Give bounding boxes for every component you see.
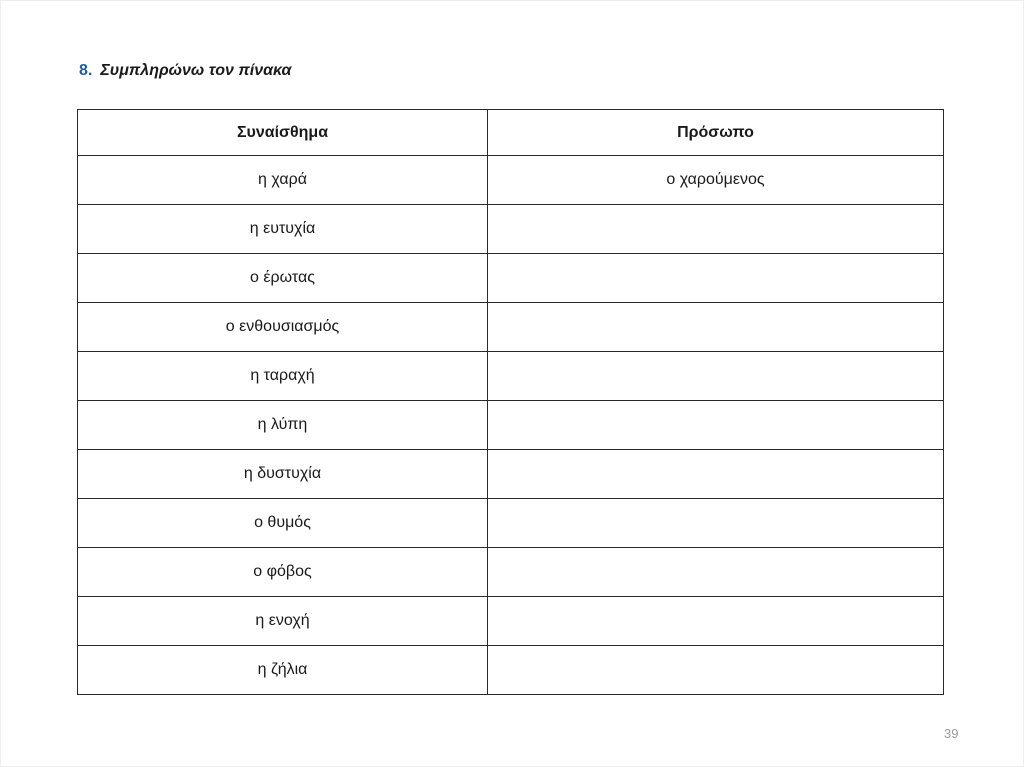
person-cell[interactable] <box>488 352 944 401</box>
table-row <box>78 450 944 499</box>
page-number: 39 <box>944 726 959 741</box>
emotion-cell: ο ενθουσιασμός <box>78 303 488 352</box>
table-row <box>78 352 944 401</box>
person-cell[interactable] <box>488 303 944 352</box>
person-cell[interactable] <box>488 499 944 548</box>
table-row <box>78 499 944 548</box>
column-header-emotion: Συναίσθημα <box>78 110 488 156</box>
table-row <box>78 646 944 695</box>
person-cell[interactable] <box>488 646 944 695</box>
emotion-cell: η λύπη <box>78 401 488 450</box>
person-cell[interactable]: ο χαρούμενος <box>488 156 944 205</box>
emotion-cell: η ευτυχία <box>78 205 488 254</box>
column-header-person: Πρόσωπο <box>488 110 944 156</box>
table-row <box>78 156 944 205</box>
table-row <box>78 597 944 646</box>
emotion-cell: η χαρά <box>78 156 488 205</box>
emotion-cell: ο έρωτας <box>78 254 488 303</box>
person-cell[interactable] <box>488 254 944 303</box>
table-row <box>78 254 944 303</box>
emotion-cell: η ταραχή <box>78 352 488 401</box>
table-row <box>78 303 944 352</box>
emotion-cell: ο θυμός <box>78 499 488 548</box>
table-row <box>78 401 944 450</box>
person-cell[interactable] <box>488 205 944 254</box>
person-cell[interactable] <box>488 548 944 597</box>
emotion-cell: η δυστυχία <box>78 450 488 499</box>
exercise-title: Συμπληρώνω τον πίνακα <box>100 62 292 79</box>
emotion-cell: ο φόβος <box>78 548 488 597</box>
exercise-heading <box>79 62 291 80</box>
person-cell[interactable] <box>488 597 944 646</box>
fill-in-table <box>77 109 944 695</box>
emotion-cell: η ενοχή <box>78 597 488 646</box>
table-header-row <box>78 110 944 156</box>
table-row <box>78 205 944 254</box>
person-cell[interactable] <box>488 401 944 450</box>
table-row <box>78 548 944 597</box>
person-cell[interactable] <box>488 450 944 499</box>
emotion-cell: η ζήλια <box>78 646 488 695</box>
exercise-number: 8. <box>79 62 93 79</box>
